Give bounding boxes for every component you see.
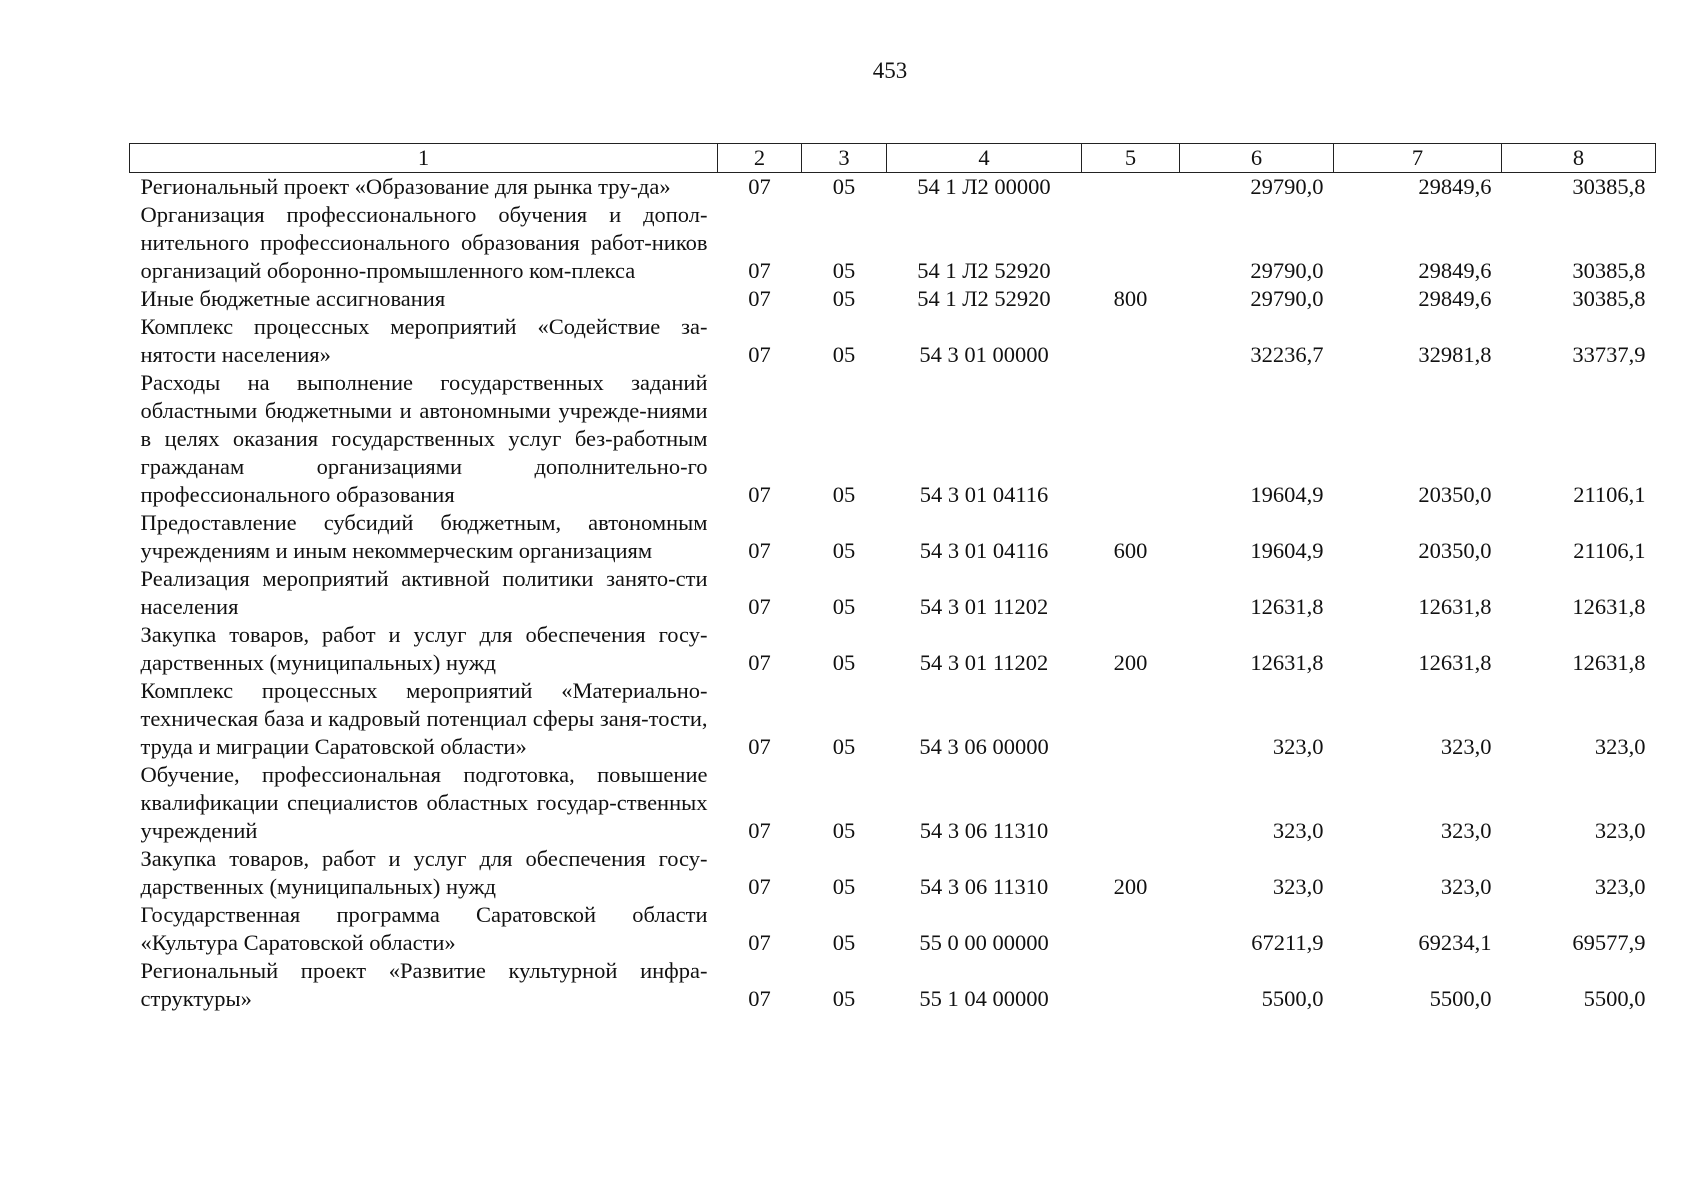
- header-col-6: 6: [1180, 144, 1334, 173]
- row-amount-year-3: 323,0: [1594, 734, 1646, 759]
- row-name: Комплекс процессных мероприятий «Материально-техническая база и кадровый потенциал сферы заня-тости, труда и миграции Саратовской области»: [140, 678, 708, 759]
- table-row: [130, 369, 1656, 509]
- row-section: 07: [748, 986, 771, 1011]
- row-name: Иные бюджетные ассигнования: [140, 286, 446, 311]
- row-target-code: 54 3 01 11202: [919, 650, 1049, 675]
- table-row: [130, 201, 1656, 285]
- row-section: 07: [748, 342, 771, 367]
- row-subsection: 05: [832, 174, 856, 199]
- row-name: Предоставление субсидий бюджетным, автономным учреждениям и иным некоммерческим организациям: [140, 510, 708, 563]
- row-name: Региональный проект «Развитие культурной инфра-структуры»: [140, 958, 708, 1011]
- row-amount-year-1: 12631,8: [1250, 594, 1324, 619]
- row-subsection: 05: [832, 342, 856, 367]
- row-amount-year-3: 69577,9: [1572, 930, 1646, 955]
- row-target-code: 54 3 01 04116: [919, 538, 1049, 563]
- table-row: [130, 761, 1656, 845]
- row-name: Государственная программа Саратовской области «Культура Саратовской области»: [140, 902, 708, 955]
- page-number: 453: [872, 58, 908, 83]
- row-amount-year-3: 323,0: [1594, 874, 1646, 899]
- row-section: 07: [748, 286, 771, 311]
- row-name: Комплекс процессных мероприятий «Содействие за-нятости населения»: [140, 314, 708, 367]
- row-section: 07: [748, 734, 771, 759]
- header-row: [130, 144, 1656, 173]
- row-amount-year-2: 323,0: [1440, 874, 1492, 899]
- row-section: 07: [748, 818, 771, 843]
- table-row: [130, 313, 1656, 369]
- table-row: [130, 677, 1656, 761]
- table-row: [130, 957, 1656, 1013]
- row-amount-year-2: 32981,8: [1418, 342, 1492, 367]
- row-target-code: 54 3 06 11310: [919, 874, 1049, 899]
- row-expense-type: [1082, 201, 1180, 285]
- row-target-code: 54 1 Л2 00000: [917, 174, 1051, 199]
- row-section: 07: [748, 930, 771, 955]
- row-amount-year-2: 20350,0: [1418, 482, 1492, 507]
- row-amount-year-3: 21106,1: [1573, 482, 1646, 507]
- row-amount-year-3: 323,0: [1594, 818, 1646, 843]
- row-amount-year-2: 29849,6: [1418, 286, 1492, 311]
- row-target-code: 55 0 00 00000: [919, 930, 1049, 955]
- row-amount-year-1: 323,0: [1272, 734, 1324, 759]
- row-amount-year-2: 323,0: [1440, 818, 1492, 843]
- row-amount-year-2: 323,0: [1440, 734, 1492, 759]
- row-expense-type: 200: [1113, 874, 1148, 899]
- row-amount-year-2: 29849,6: [1418, 174, 1492, 199]
- row-target-code: 54 1 Л2 52920: [917, 286, 1051, 311]
- row-expense-type: 600: [1113, 538, 1148, 563]
- header-col-3: 3: [802, 144, 887, 173]
- row-expense-type: 200: [1113, 650, 1148, 675]
- row-expense-type: [1082, 173, 1180, 202]
- header-col-5: 5: [1082, 144, 1180, 173]
- table-row: [130, 173, 1656, 202]
- row-amount-year-3: 12631,8: [1572, 594, 1646, 619]
- row-name: Расходы на выполнение государственных заданий областными бюджетными и автономными учрежде-ниями в целях оказания государственных услуг без-работным гражданам организациями дополнительно-го профессионального образования: [140, 370, 708, 507]
- row-name: Региональный проект «Образование для рынка тру-да»: [140, 174, 671, 199]
- row-amount-year-3: 33737,9: [1572, 342, 1646, 367]
- table-row: [130, 509, 1656, 565]
- row-target-code: 54 3 06 00000: [919, 734, 1049, 759]
- row-section: 07: [748, 258, 771, 283]
- table-row: [130, 565, 1656, 621]
- row-name: Закупка товаров, работ и услуг для обеспечения госу-дарственных (муниципальных) нужд: [140, 846, 708, 899]
- row-amount-year-1: 5500,0: [1261, 986, 1324, 1011]
- row-amount-year-1: 29790,0: [1250, 174, 1324, 199]
- row-amount-year-2: 29849,6: [1418, 258, 1492, 283]
- header-col-1: 1: [130, 144, 718, 173]
- row-section: 07: [748, 174, 771, 199]
- row-expense-type: 800: [1113, 286, 1148, 311]
- row-subsection: 05: [832, 874, 856, 899]
- row-amount-year-1: 323,0: [1272, 818, 1324, 843]
- row-amount-year-3: 21106,1: [1573, 538, 1646, 563]
- row-subsection: 05: [832, 986, 856, 1011]
- row-amount-year-1: 29790,0: [1250, 286, 1324, 311]
- row-expense-type: [1082, 565, 1180, 621]
- row-amount-year-1: 67211,9: [1251, 930, 1324, 955]
- row-amount-year-1: 323,0: [1272, 874, 1324, 899]
- row-subsection: 05: [832, 286, 856, 311]
- header-col-7: 7: [1334, 144, 1502, 173]
- row-subsection: 05: [832, 482, 856, 507]
- row-name: Закупка товаров, работ и услуг для обеспечения госу-дарственных (муниципальных) нужд: [140, 622, 708, 675]
- row-target-code: 54 3 06 11310: [919, 818, 1049, 843]
- row-subsection: 05: [832, 594, 856, 619]
- row-amount-year-2: 69234,1: [1418, 930, 1492, 955]
- row-section: 07: [748, 482, 771, 507]
- row-amount-year-3: 12631,8: [1572, 650, 1646, 675]
- row-target-code: 54 3 01 11202: [919, 594, 1049, 619]
- header-col-4: 4: [887, 144, 1082, 173]
- row-section: 07: [748, 538, 771, 563]
- row-amount-year-2: 5500,0: [1429, 986, 1492, 1011]
- row-amount-year-3: 30385,8: [1572, 174, 1646, 199]
- row-expense-type: [1082, 901, 1180, 957]
- table-row: [130, 845, 1656, 901]
- row-target-code: 54 3 01 00000: [919, 342, 1049, 367]
- header-col-2: 2: [718, 144, 802, 173]
- row-expense-type: [1082, 761, 1180, 845]
- row-amount-year-1: 32236,7: [1250, 342, 1324, 367]
- row-amount-year-1: 29790,0: [1250, 258, 1324, 283]
- row-amount-year-1: 19604,9: [1250, 538, 1324, 563]
- row-target-code: 54 1 Л2 52920: [917, 258, 1051, 283]
- row-name: Обучение, профессиональная подготовка, повышение квалификации специалистов областных государ-ственных учреждений: [140, 762, 708, 843]
- row-expense-type: [1082, 313, 1180, 369]
- table-row: [130, 901, 1656, 957]
- row-target-code: 54 3 01 04116: [919, 482, 1049, 507]
- row-section: 07: [748, 594, 771, 619]
- row-subsection: 05: [832, 818, 856, 843]
- budget-table: [129, 143, 1656, 1013]
- row-subsection: 05: [832, 258, 856, 283]
- table-body: [130, 173, 1656, 1014]
- row-expense-type: [1082, 677, 1180, 761]
- row-name: Реализация мероприятий активной политики занято-сти населения: [140, 566, 708, 619]
- row-expense-type: [1082, 369, 1180, 509]
- row-subsection: 05: [832, 650, 856, 675]
- row-amount-year-2: 12631,8: [1418, 594, 1492, 619]
- row-amount-year-1: 19604,9: [1250, 482, 1324, 507]
- row-expense-type: [1082, 957, 1180, 1013]
- row-amount-year-2: 20350,0: [1418, 538, 1492, 563]
- table-row: [130, 285, 1656, 313]
- header-col-8: 8: [1502, 144, 1656, 173]
- row-amount-year-3: 30385,8: [1572, 286, 1646, 311]
- row-subsection: 05: [832, 538, 856, 563]
- row-target-code: 55 1 04 00000: [919, 986, 1049, 1011]
- row-subsection: 05: [832, 734, 856, 759]
- row-amount-year-2: 12631,8: [1418, 650, 1492, 675]
- row-name: Организация профессионального обучения и допол-нительного профессионального образования работ-ников организаций оборонно-промышленного ком-плекса: [140, 202, 708, 283]
- row-amount-year-1: 12631,8: [1250, 650, 1324, 675]
- row-section: 07: [748, 874, 771, 899]
- row-amount-year-3: 30385,8: [1572, 258, 1646, 283]
- table-row: [130, 621, 1656, 677]
- row-subsection: 05: [832, 930, 856, 955]
- row-amount-year-3: 5500,0: [1583, 986, 1646, 1011]
- row-section: 07: [748, 650, 771, 675]
